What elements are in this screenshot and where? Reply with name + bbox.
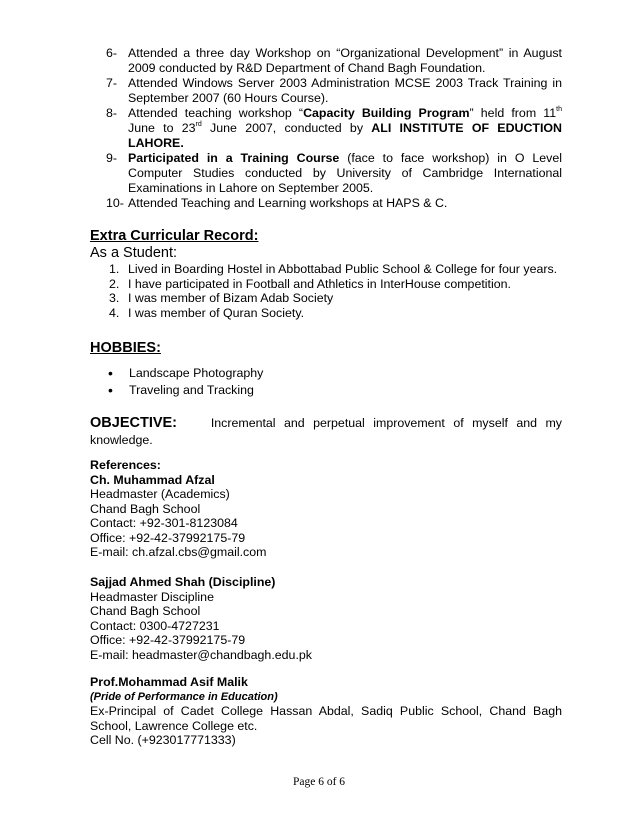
item-number: 7- xyxy=(106,76,118,90)
reference-name: Ch. Muhammad Afzal xyxy=(90,472,215,487)
list-item: 1. Lived in Boarding Hostel in Abbottabad Public School & College for four years. xyxy=(109,262,558,276)
item-text: Attended teaching workshop “Capacity Building Program” held from 11th June to 23rd June 2007, conducted by ALI INSTITUTE OF EDUCTION LAHORE. xyxy=(128,106,563,150)
list-item: 2. I have participated in Football and Athletics in InterHouse competition. xyxy=(109,276,511,291)
list-item: 4. I was member of Quran Society. xyxy=(109,305,305,320)
item-number: 9- xyxy=(106,151,118,165)
program-name: Capacity Building Program xyxy=(303,106,470,120)
hobbies-heading: HOBBIES: xyxy=(90,340,161,356)
hobbies-list xyxy=(108,365,263,399)
as-student-subheading: As a Student: xyxy=(90,245,178,261)
item-number: 8- xyxy=(106,106,118,120)
objective-section xyxy=(90,415,562,449)
list-item: 3. I was member of Bizam Adab Society xyxy=(109,291,334,305)
list-item xyxy=(106,76,562,106)
list-item xyxy=(106,106,562,151)
reference-award: (Pride of Performance in Education) xyxy=(90,690,278,703)
reference-name: Sajjad Ahmed Shah (Discipline) xyxy=(90,575,276,589)
list-item xyxy=(106,196,562,211)
objective-label: OBJECTIVE: xyxy=(90,415,178,431)
bullet-icon: • xyxy=(108,365,113,381)
reference-email: E-mail: headmaster@chandbagh.edu.pk xyxy=(90,647,312,662)
institute-name: ALI INSTITUTE OF EDUCTION LAHORE. xyxy=(128,121,563,150)
list-item: • Landscape Photography xyxy=(108,365,264,381)
item-text: Attended Teaching and Learning workshops at HAPS & C. xyxy=(128,196,448,210)
reference-description: Ex-Principal of Cadet College Hassan Abdal, Sadiq Public School, Chand Bagh School, Lawrence College etc. xyxy=(90,704,562,733)
reference-name: Prof.Mohammad Asif Malik xyxy=(90,675,248,689)
item-number: 10- xyxy=(106,196,124,210)
objective-text: Incremental and perpetual improvement of myself and my knowledge. xyxy=(90,416,562,447)
list-item xyxy=(106,151,562,196)
item-text: Attended Windows Server 2003 Administration MCSE 2003 Track Training in September 2007 (60 Hours Course). xyxy=(128,76,562,105)
list-item xyxy=(106,46,562,76)
references-section: References: Ch. Muhammad Afzal Headmaster (Academics) Chand Bagh School Contact: +92-301-8123084 Office: +92-42-37992175-79 E-mail: ch.afzal.cbs@gmail.com xyxy=(90,458,562,560)
list-item: • Traveling and Tracking xyxy=(108,382,254,398)
workshop-list xyxy=(106,46,562,211)
reference-block xyxy=(90,675,562,748)
reference-block: Sajjad Ahmed Shah (Discipline) Headmaster Discipline Chand Bagh School Contact: 0300-4727231 Office: +92-42-37992175-79 E-mail: headmaster@chandbagh.edu.pk xyxy=(90,575,562,662)
references-heading: References: xyxy=(90,458,161,472)
reference-phone: Cell No. (+923017771333) xyxy=(90,733,236,747)
bullet-icon: • xyxy=(108,382,113,398)
reference-email: E-mail: ch.afzal.cbs@gmail.com xyxy=(90,545,267,559)
extra-curricular-heading: Extra Curricular Record: xyxy=(90,228,259,244)
item-text: Attended a three day Workshop on “Organizational Development” in August 2009 conducted by R&D Department of Chand Bagh Foundation. xyxy=(128,46,562,75)
page-number: Page 6 of 6 xyxy=(292,776,346,788)
extra-curricular-list xyxy=(109,262,569,320)
item-number: 6- xyxy=(106,46,118,60)
item-text: Participated in a Training Course (face to face workshop) in O Level Computer Studies conducted by University of Cambridge International Examinations in Lahore on September 2005. xyxy=(128,151,562,195)
